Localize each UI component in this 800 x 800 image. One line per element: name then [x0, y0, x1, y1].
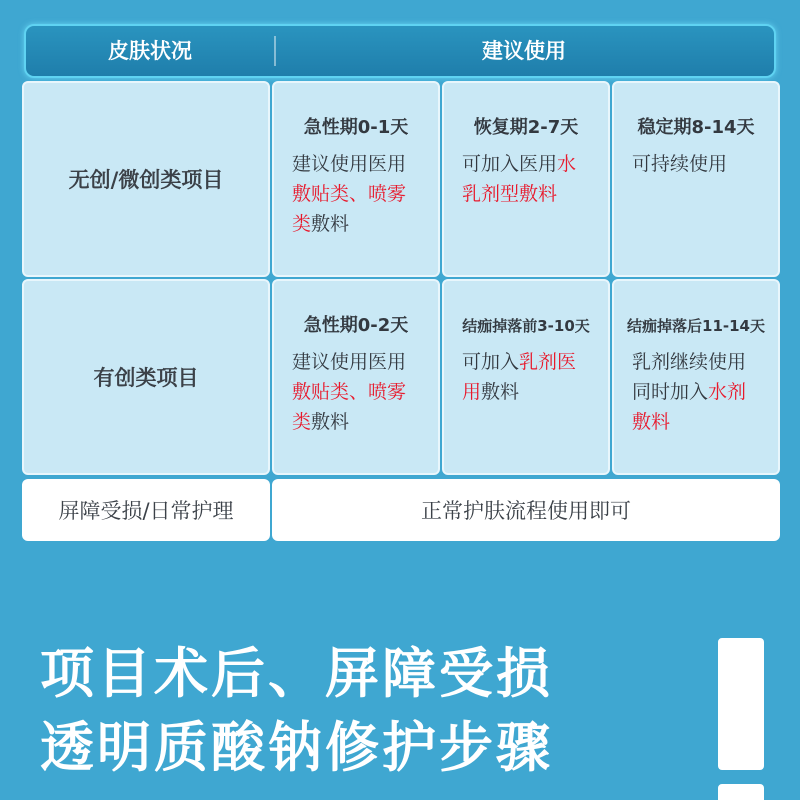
row-label-daily-care: 屏障受损/日常护理	[22, 479, 270, 541]
phase-body	[462, 149, 594, 209]
phase-cell	[442, 279, 610, 475]
phase-cell	[612, 279, 780, 475]
phase-highlight: 敷贴类、喷雾类	[292, 183, 407, 235]
phase-highlight: 乳剂医用	[462, 351, 577, 403]
daily-care-advice: 正常护肤流程使用即可	[272, 479, 780, 541]
headline-line-1: 项目术后、屏障受损	[40, 642, 553, 705]
phase-body	[292, 347, 424, 437]
phase-text: 建议使用医用	[292, 351, 407, 373]
phase-body	[632, 347, 764, 437]
phase-body	[632, 149, 764, 179]
table-header	[24, 24, 776, 78]
phase-title: 急性期0-2天	[303, 315, 409, 336]
phase-highlight: 水剂敷料	[632, 381, 747, 433]
phase-text: 建议使用医用	[292, 153, 407, 175]
phase-title: 稳定期8-14天	[637, 117, 755, 138]
header-recommended-use: 建议使用	[482, 39, 566, 63]
phase-title: 结痂掉落前3-10天	[462, 317, 590, 335]
phase-title: 急性期0-1天	[303, 117, 409, 138]
phase-highlight: 敷贴类、喷雾类	[292, 381, 407, 433]
phase-text: 敷料	[311, 411, 350, 433]
phase-text: 敷料	[311, 213, 350, 235]
phase-text: 敷料	[481, 381, 520, 403]
phase-title: 恢复期2-7天	[473, 117, 579, 138]
row-label-invasive: 有创类项目	[22, 279, 270, 475]
exclamation-dot-icon	[718, 784, 764, 800]
phase-body	[292, 149, 424, 239]
row-label-noninvasive: 无创/微创类项目	[22, 81, 270, 277]
phase-cell	[272, 279, 440, 475]
headline-line-2: 透明质酸钠修护步骤	[40, 716, 553, 779]
phase-cell	[272, 81, 440, 277]
phase-text: 可加入	[462, 351, 520, 373]
phase-text: 可加入医用	[462, 153, 558, 175]
phase-cell	[612, 81, 780, 277]
phase-cell	[442, 81, 610, 277]
phase-text: 乳剂继续使用同时加入	[632, 351, 747, 403]
phase-body	[462, 347, 594, 407]
exclamation-icon	[718, 638, 764, 770]
header-skin-condition: 皮肤状况	[108, 39, 192, 63]
phase-title: 结痂掉落后11-14天	[627, 317, 765, 335]
phase-highlight: 水乳剂型敷料	[462, 153, 577, 205]
phase-text: 可持续使用	[632, 153, 728, 175]
